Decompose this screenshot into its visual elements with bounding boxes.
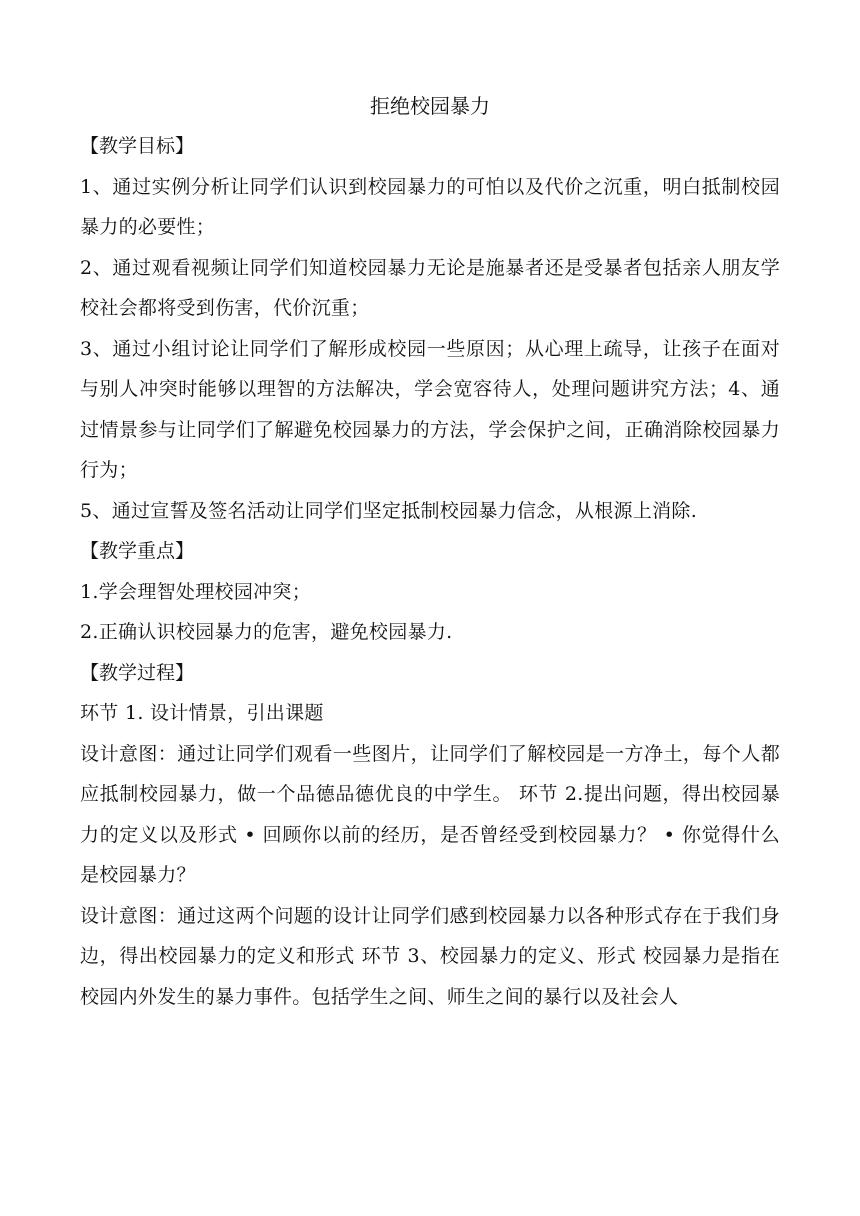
key-point-1: 1.学会理智处理校园冲突； <box>80 580 312 603</box>
key-point-2: 2.正确认识校园暴力的危害，避免校园暴力. <box>80 621 453 643</box>
goal-item-1: 1、通过实例分析让同学们认识到校园暴力的可怕以及代价之沉重，明白抵制校园暴力的必要性； <box>80 175 780 238</box>
design-intent-1: 设计意图：通过让同学们观看一些图片，让同学们了解校园是一方净土，每个人都应抵制校园暴力，做一个品德品德优良的中学生。 环节 2.提出问题，得出校园暴力的定义以及形式 • 回顾你以前的经历，是否曾经受到校园暴力？ • 你觉得什么是校园暴力？ <box>80 742 780 886</box>
section-heading-process: 【教学过程】 <box>80 661 195 684</box>
goal-item-2: 2、通过观看视频让同学们知道校园暴力无论是施暴者还是受暴者包括亲人朋友学校社会都将受到伤害，代价沉重； <box>80 256 780 319</box>
process-step-1: 环节 1. 设计情景，引出课题 <box>80 702 324 724</box>
design-intent-2: 设计意图：通过这两个问题的设计让同学们感到校园暴力以各种形式存在于我们身边，得出校园暴力的定义和形式 环节 3、校园暴力的定义、形式 校园暴力是指在校园内外发生的暴力事件。包括学生之间、师生之间的暴行以及社会人 <box>80 904 780 1008</box>
goal-item-3-4: 3、通过小组讨论让同学们了解形成校园一些原因；从心理上疏导，让孩子在面对与别人冲突时能够以理智的方法解决，学会宽容待人，处理问题讲究方法；4、通过情景参与让同学们了解避免校园暴力的方法，学会保护之间，正确消除校园暴力行为； <box>80 337 780 481</box>
document-page <box>80 86 780 1017</box>
goal-item-5: 5、通过宣誓及签名活动让同学们坚定抵制校园暴力信念，从根源上消除. <box>80 499 698 522</box>
section-heading-key-points: 【教学重点】 <box>80 540 195 562</box>
section-heading-goals: 【教学目标】 <box>80 135 195 157</box>
document-title: 拒绝校园暴力 <box>370 94 490 118</box>
